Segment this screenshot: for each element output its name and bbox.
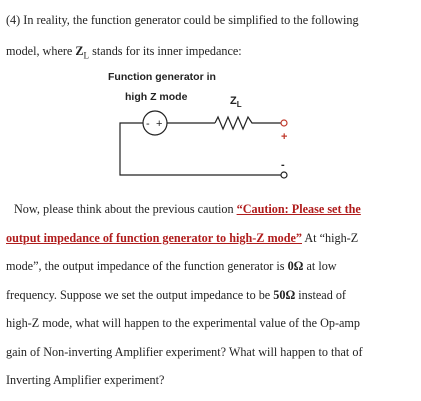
wire-left-loop xyxy=(120,123,283,175)
body-line-6: gain of Non-inverting Amplifier experiment? What will happen to that of xyxy=(6,345,363,359)
body-line-2-text: At “high-Z xyxy=(302,231,359,245)
resistor-icon xyxy=(215,117,262,129)
diagram-zl-sub: L xyxy=(236,100,242,109)
question-line-2-prefix: model, where xyxy=(6,44,76,58)
body-line-1-text: Now, please think about the previous caution xyxy=(14,202,237,216)
impedance-zero-ohm: 0Ω xyxy=(287,259,304,273)
body-line-4-text: frequency. Suppose we set the output impedance to be xyxy=(6,288,274,302)
question-line-2-suffix: stands for its inner impedance: xyxy=(89,44,242,58)
zl-symbol: Z xyxy=(75,44,84,58)
body-line-4-tail: instead of xyxy=(295,288,346,302)
source-plus: + xyxy=(156,118,163,130)
body-line-5: high-Z mode, what will happen to the experimental value of the Op-amp xyxy=(6,316,361,330)
diagram-zl-letter: Z xyxy=(230,95,237,107)
diagram-label-bottom: high Z mode xyxy=(125,91,188,103)
body-line-3-tail: at low xyxy=(303,259,337,273)
circuit-diagram xyxy=(0,60,421,260)
body-line-1 xyxy=(14,202,361,217)
body-line-7: Inverting Amplifier experiment? xyxy=(6,373,165,387)
body-line-3 xyxy=(6,259,337,274)
terminal-plus-label: + xyxy=(281,131,288,143)
diagram-label-top: Function generator in xyxy=(108,71,216,83)
impedance-fifty-ohm: 50Ω xyxy=(273,288,296,302)
output-terminal-minus-icon xyxy=(281,172,287,178)
question-line-1: (4) In reality, the function generator could be simplified to the following xyxy=(6,13,359,27)
output-terminal-plus-icon xyxy=(281,120,287,126)
diagram-zl-label xyxy=(230,95,242,109)
body-line-4 xyxy=(6,288,346,303)
source-minus: - xyxy=(146,118,150,130)
body-line-2 xyxy=(6,231,358,246)
caution-text-part-1: “Caution: Please set the xyxy=(236,202,361,216)
terminal-minus-label: - xyxy=(281,159,285,171)
caution-text-part-2: output impedance of function generator to high-Z mode” xyxy=(6,231,302,245)
body-line-3-text: mode”, the output impedance of the function generator is xyxy=(6,259,288,273)
zl-subscript: L xyxy=(83,50,90,61)
